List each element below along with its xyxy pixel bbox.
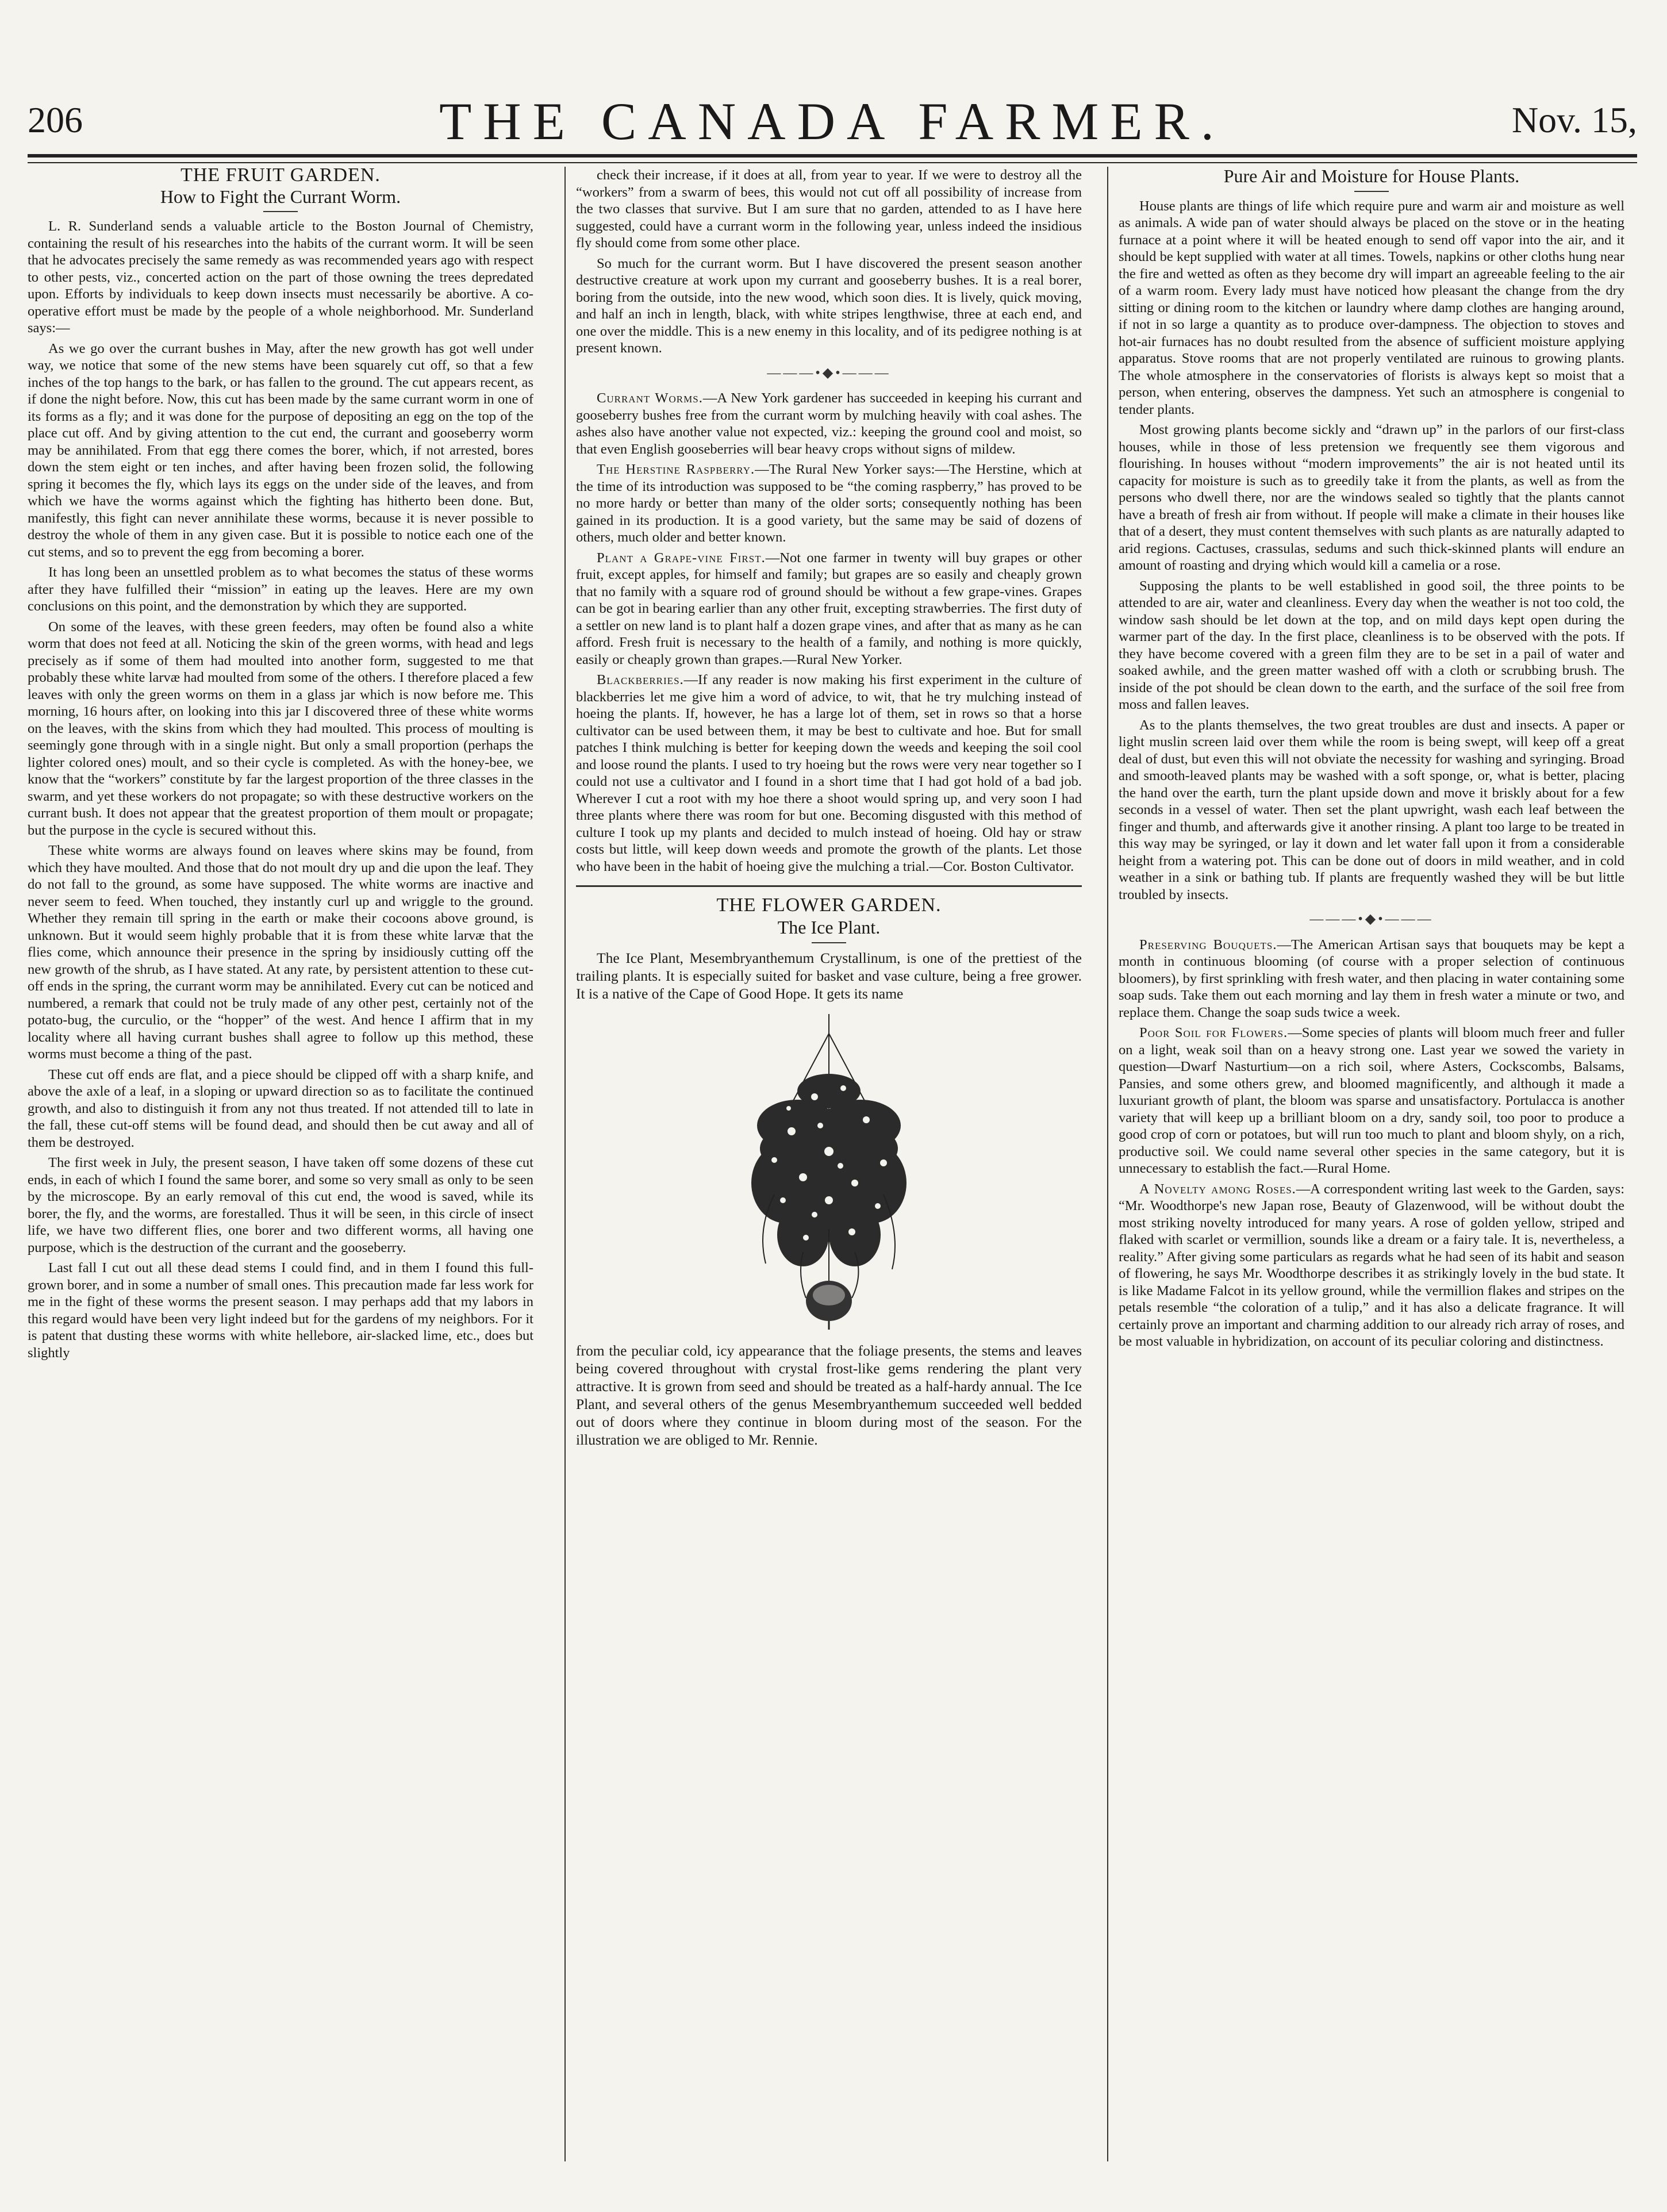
paragraph-herstine [576,461,1082,546]
paragraph: The first week in July, the present season, I have taken off some dozens of these cut ends, in each of which I found the same borer, and some so very small as only to be seen by the microscope. By an early removal of this cut end, the wood is saved, while its borer, the fly, and the worms, are forestalled. Thus it will be seen, in this circle of insect life, we have two different flies, one borer and two different worms, all having one purpose, which is the destruction of the currant and the gooseberry. [28,1155,533,1255]
paragraph-text: —A correspondent writing last week to the Garden, says: “Mr. Woodthorpe's new Japan rose, Beauty of Glazenwood, will be without doubt the most striking novelty introduced for many years. A rose of golden yellow, striped and flaked with scarlet or vermillion, sounds like a dream or a fairy tale. It is, nevertheless, a reality.” After giving some particulars as regards what he had seen of its habit and season of flowering, he says Mr. Woodthorpe describes it as strikingly lovely in the bud state. It is like Madame Falcot in its yellow ground, while the vermillion flakes and stripes on the petals resemble “the coloration of a tulip,” and it has also a delicate fragrance. It will certainly prove an important and charming addition to our already rich array of roses, and be most valuable in hybridization, on account of its peculiar coloring and distinctness. [1119,1181,1624,1349]
paper-title: THE CANADA FARMER. [439,92,1226,151]
column-divider [564,167,566,2161]
paragraph-currant-worms [576,390,1082,458]
paragraph: Last fall I cut out all these dead stems I could find, and in them I found this full-grown borer, and in some a number of small ones. This precaution made far less work for me in the fight of these worms the present season. I may perhaps add that my labors in this regard would have been very light indeed but for the gardens of my neighbors. For it is patent that dusting these worms with white hellebore, air-slacked lime, etc., does but slightly [28,1260,533,1361]
separator-ornament: ———•◆•——— [767,365,891,381]
basket-bottom [806,1281,852,1330]
paragraph-text: —Not one farmer in twenty will buy grapes or other fruit, except apples, for himself and family; but grapes are so easily and cheaply grown that no family with a square rod of ground should be without a few grape-vines. Grapes can be got in bearing earlier than any other fruit, excepting strawberries. The first duty of a settler on new land is to plant half a dozen grape vines, and after that as many as he can afford. Fresh fruit is necessary to the health of a family, and nothing is more quickly, easily or cheaply grown than grapes.—Rural New Yorker. [576,550,1082,667]
paragraph: Supposing the plants to be well established in good soil, the three points to be attended to are air, water and cleanliness. Every day when the weather is not too cold, the window sash should be let down at the top, and on mild days kept open during the warmer part of the day. In the first place, cleanliness is to be observed with the pots. If they have become covered with a green film they are to be set in a pail of water and soaked awhile, and the green matter washed off with a cloth or scrubbing brush. The inside of the pot should be clean down to the earth, and the surface of the soil free from moss and fallen leaves. [1119,578,1624,712]
run-in-head: Currant Worms. [597,390,703,406]
column-fruit-garden [28,167,533,2190]
paragraph: House plants are things of life which require pure and warm air and moisture as well as animals. A wide pan of water should always be placed on the stove or in the heating furnace at a point where it will be heated enough to send off vapor into the air, and it should be kept supplied with water at all times. Towels, napkins or other cloths hung near the fire and wetted as often as they become dry will impart an agreeable feeling to the air of a warm room. Every lady must have noticed how pleasant the change from the dry sitting or dining room to the kitchen or laundry where damp clothes are hanging around, if not in so large a quantity as to produce over-dampness. The objection to stoves and hot-air furnaces has no doubt resulted from the absence of sufficient moisture applying apparatus. Stove rooms that are not properly ventilated are ruinous to growing plants. The whole atmosphere in the conservatories of florists is always kept so moist that a person, when entering, observes the dampness. Yet such an atmosphere is congenial to tender plants. [1119,198,1624,417]
issue-date: Nov. 15, [1511,99,1637,140]
title-rule [263,211,298,212]
run-in-head: Plant a Grape-vine First. [597,550,766,566]
paragraph: Most growing plants become sickly and “drawn up” in the parlors of our first-class houses, while in those of less pretension we frequently see them vigorous and flourishing. In houses without “modern improvements” the air is not heated until its capacity for moisture is such as to greedily take it from the plants, as well as from the persons who dwell there, nor are the windows sealed so tightly that the plants cannot have a breath of fresh air from without. If people will make a climate in their houses like that of a desert, they must content themselves with such plants as are naturally adapted to arid regions. Cactuses, crassulas, sedums and such thick-skinned plants will endure an amount of roasting and drying which would kill a camelia or a rose. [1119,422,1624,573]
column-middle [576,167,1082,2190]
masthead-rule-thin [28,162,1637,163]
page-number: 206 [28,99,83,140]
article-title: How to Fight the Currant Worm. [160,186,401,207]
paragraph-text: —Some species of plants will bloom much freer and fuller on a light, weak soil than on a heavy strong one. Last year we sowed the variety in question—Dwarf Nasturtium—on a rich soil, where Asters, Cockscombs, Balsams, Pansies, and some others grew, and bloomed magnificently, and although it made a luxuriant growth of plant, the bloom was sparse and unsatisfactory. Portulacca is another variety that will keep up a brilliant bloom on a dry, sandy soil, too poor to produce a good crop of corn or potatoes, but will run too much to plant and bloom shyly, on a rich, productive soil. We could name several other species in the same category, but it is unnecessary to establish the fact.—Rural Home. [1119,1025,1624,1176]
run-in-head: Blackberries. [597,672,684,688]
section-title: THE FLOWER GARDEN. [716,894,942,916]
paragraph: On some of the leaves, with these green feeders, may often be found also a white worm that does not feed at all. Noticing the skin of the green worms, with head and legs precisely as if some of them had moulted into another form, suggested to me that probably these white larvæ had moulted from some of the others. I therefore placed a few leaves with only the green worms on them in a glass jar which is now before me. This morning, 16 hours after, on looking into this jar I discovered three of these white worms on the leaves, with the skins from which they had moulted. This process of moulting is seemingly gone through with in a single night. But only a small proportion (perhaps the lighter colored ones) moult, and so their cycle is completed. As with the honey-bee, we know that the “workers” constitute by far the largest proportion of the three classes in the swarm, and yet these workers do not propagate; so with these destructive workers on the currant bush. It does not appear that the greatest proportion of them moult or propagate; but the purpose in the cycle is secured without this. [28,619,533,838]
masthead [28,86,1637,161]
column-divider [1107,167,1108,2161]
run-in-head: Poor Soil for Flowers. [1139,1025,1288,1040]
paragraph-text: —The Rural New Yorker says:—The Herstine, which at the time of its introduction was supposed to be “the coming raspberry,” has proved to be no more hardy or better than many of the older sorts; consequently nothing has been gained in its production. It is a good variety, but the same may be said of dozens of others, much older and better known. [576,462,1082,545]
paragraph: As to the plants themselves, the two great troubles are dust and insects. A paper or light muslin screen laid over them while the room is being swept, will keep off a great deal of dust, but even this will not obviate the necessity for washing and syringing. Broad and smooth-leaved plants may be washed with a soft sponge, or, what is better, placing the hand over the earth, turn the plant upside down and move it briskly about for a few seconds in a vessel of water. Then set the plant upwright, wash each leaf between the finger and thumb, and afterwards give it another rinsing. A plant too large to be treated in this way may be syringed, or lay it down and let water fall upon it from a considerable height from a watering pot. This can be done out of doors in mild weather, and in cold weather in a sink or bathing tub. If plants are frequently washed they will be but little troubled by insects. [1119,717,1624,903]
flower-garden-section [576,896,1082,1449]
paragraph-grape-vine [576,550,1082,669]
paragraph-blackberries [576,671,1082,875]
separator-ornament: ———•◆•——— [1309,912,1434,927]
article-title: The Ice Plant. [777,917,881,938]
paragraph: As we go over the currant bushes in May, after the new growth has got well under way, we notice that some of the new stems have been squarely cut off, so that a few inches of the top hangs to the bark, or has fallen to the ground. The cut appears recent, as if done the night before. Now, this cut has been made by the same currant worm in one of its forms as a fly; and it was done for the purpose of depositing an egg on the top of the place cut off. And by giving attention to the cut end, the currant and gooseberry worm may be annihilated. From that egg there comes the borer, which, if not arrested, bores down the stem eight or ten inches, and after having been frozen solid, the following spring it becomes the fly, which lays its eggs on the under side of the leaves, and from which we have the worms against which the fighting has hitherto been done. But, manifestly, this fight can never annihilate these worms, because it is never possible to destroy the whole of them in any given case. But it is possible to notice each one of the cut stems, and so to prevent the egg from becoming a borer. [28,340,533,560]
title-rule [812,942,846,943]
run-in-head: Preserving Bouquets. [1139,936,1277,953]
paragraph: It has long been an unsettled problem as to what becomes the status of these worms after they have fulfilled their “mission” in eating up the leaves. Here are my own conclusions on this point, and the demonstration by which they are supported. [28,564,533,614]
paragraph-text: —The American Artisan says that bouquets may be kept a month in continuous blooming (of course with a proper selection of continuous bloomers), by first sprinkling with fresh water, and then placing in water containing some soap suds. Take them out each morning and lay them in fresh water a minute or two, and replace them. Change the soap suds twice a week. [1119,936,1624,1020]
run-in-head: The Herstine Raspberry. [597,462,755,477]
title-rule [1354,191,1389,192]
paragraph-novelty-roses [1119,1181,1624,1350]
ice-plant-illustration [734,1011,924,1332]
paragraph-text: —If any reader is now making his first experiment in the culture of blackberries let me give him a word of advice, to wit, that he try mulching instead of hoeing the plants. If, however, he has a large lot of them, set in rows so that a horse cultivator can be used between them, it may be best to cultivate and hoe. But for small patches I think mulching is better for keeping down the weeds and keeping the soil cool and loose round the plants. I used to try hoeing but the rows were very near together so I could not use a cultivator and I found in a short time that I had got hold of a bad job. Wherever I cut a root with my hoe there a shoot would spring up, and very soon I had three plants where there was room for but one. Becoming disgusted with this method of culture I took up my plants and decided to mulch instead of hoeing. Old hay or straw costs but little, will keep down weeds and promote the growth of the plants. Let those who have been in the habit of hoeing give the mulching a trial.—Cor. Boston Cultivator. [576,672,1082,874]
section-rule [576,885,1082,887]
paragraph: check their increase, if it does at all, from year to year. If we were to destroy all the “workers” from a swarm of bees, this would not cut off all possibility of increase from the two classes that survive. But I am sure that no garden, attended to as I have here suggested, could have a currant worm in the following year, unless indeed the insidious fly should come from some other place. [576,167,1082,251]
paragraph: from the peculiar cold, icy appearance that the foliage presents, the stems and leaves being covered throughout with crystal frost-like gems rendering the plant very attractive. It is grown from seed and should be treated as a half-hardy annual. The Ice Plant, and several others of the genus Mesembryanthemum succeeded well bedded out of doors where they continue in bloom during most of the season. For the illustration we are obliged to Mr. Rennie. [576,1342,1082,1448]
article-title: Pure Air and Moisture for House Plants. [1223,167,1520,186]
run-in-head: A Novelty among Roses. [1139,1181,1296,1197]
paragraph: So much for the currant worm. But I have discovered the present season another destructive creature at work upon my currant and gooseberry bushes. It is a real borer, boring from the outside, into the new wood, which soon dies. It is lively, quick moving, and half an inch in length, black, with white stripes lengthwise, three at each end, and one over the middle. This is a new enemy in this locality, and of its pedigree nothing is at present known. [576,255,1082,356]
paragraph: These white worms are always found on leaves where skins may be found, from which they have moulted. And those that do not moult dry up and die upon the leaf. They do not fall to the ground, as some have supposed. The white worms are inactive and never seem to feed. When touched, they instantly curl up and wriggle to the ground. Whether they remain till spring in the earth or make their cocoons above ground, is unknown. But it would seem highly probable that it is from these white larvæ that the flies come, which announce their presence in the spring by insidiously cutting off the new growth of the shrub, as I have stated. At any rate, by persistent attention to these cut-off ends in the spring, the currant worm may be annihilated. Every cut can be noticed and numbered, a remark that could not be truly made of any other pest, certainly not of the potato-bug, the curculio, or the “hopper” of the west. And hence I affirm that in my locality where all having currant bushes shall agree to follow up this method, these worms must become a thing of the past. [28,843,533,1062]
section-title: THE FRUIT GARDEN. [180,167,381,186]
paragraph-poor-soil [1119,1024,1624,1177]
paragraph: These cut off ends are flat, and a piece should be clipped off with a sharp knife, and above the axle of a leaf, in a sloping or upward direction so as to facilitate the continued growth, and also to distinguish it from any not thus treated. If not attended till to late in the fall, these cut-off stems will be found dead, and should then be cut away and all of them be destroyed. [28,1066,533,1150]
paragraph-bouquets [1119,936,1624,1021]
paragraph: L. R. Sunderland sends a valuable article to the Boston Journal of Chemistry, containing the result of his researches into the habits of the currant worm. It will be seen that he advocates precisely the same remedy as was recommended years ago with respect to other pests, viz., concerted action on the part of those owning the trees depredated upon. Efforts by individuals to keep down insects must necessarily be abortive. A co-operative effort must be made by the people of a whole neighborhood. Mr. Sunderland says:— [28,218,533,336]
paragraph-text: —A New York gardener has succeeded in keeping his currant and gooseberry bushes free from the currant worm by mulching heavily with coal ashes. The ashes also have another value not expected, viz.: keeping the ground cool and moist, so that even English gooseberries will bear heavy crops without signs of mildew. [576,390,1082,457]
column-house-plants [1119,167,1624,2190]
paragraph: The Ice Plant, Mesembryanthemum Crystallinum, is one of the prettiest of the trailing plants. It is especially suited for basket and vase culture, being a free grower. It is a native of the Cape of Good Hope. It gets its name [576,950,1082,1002]
masthead-rule [28,154,1637,158]
